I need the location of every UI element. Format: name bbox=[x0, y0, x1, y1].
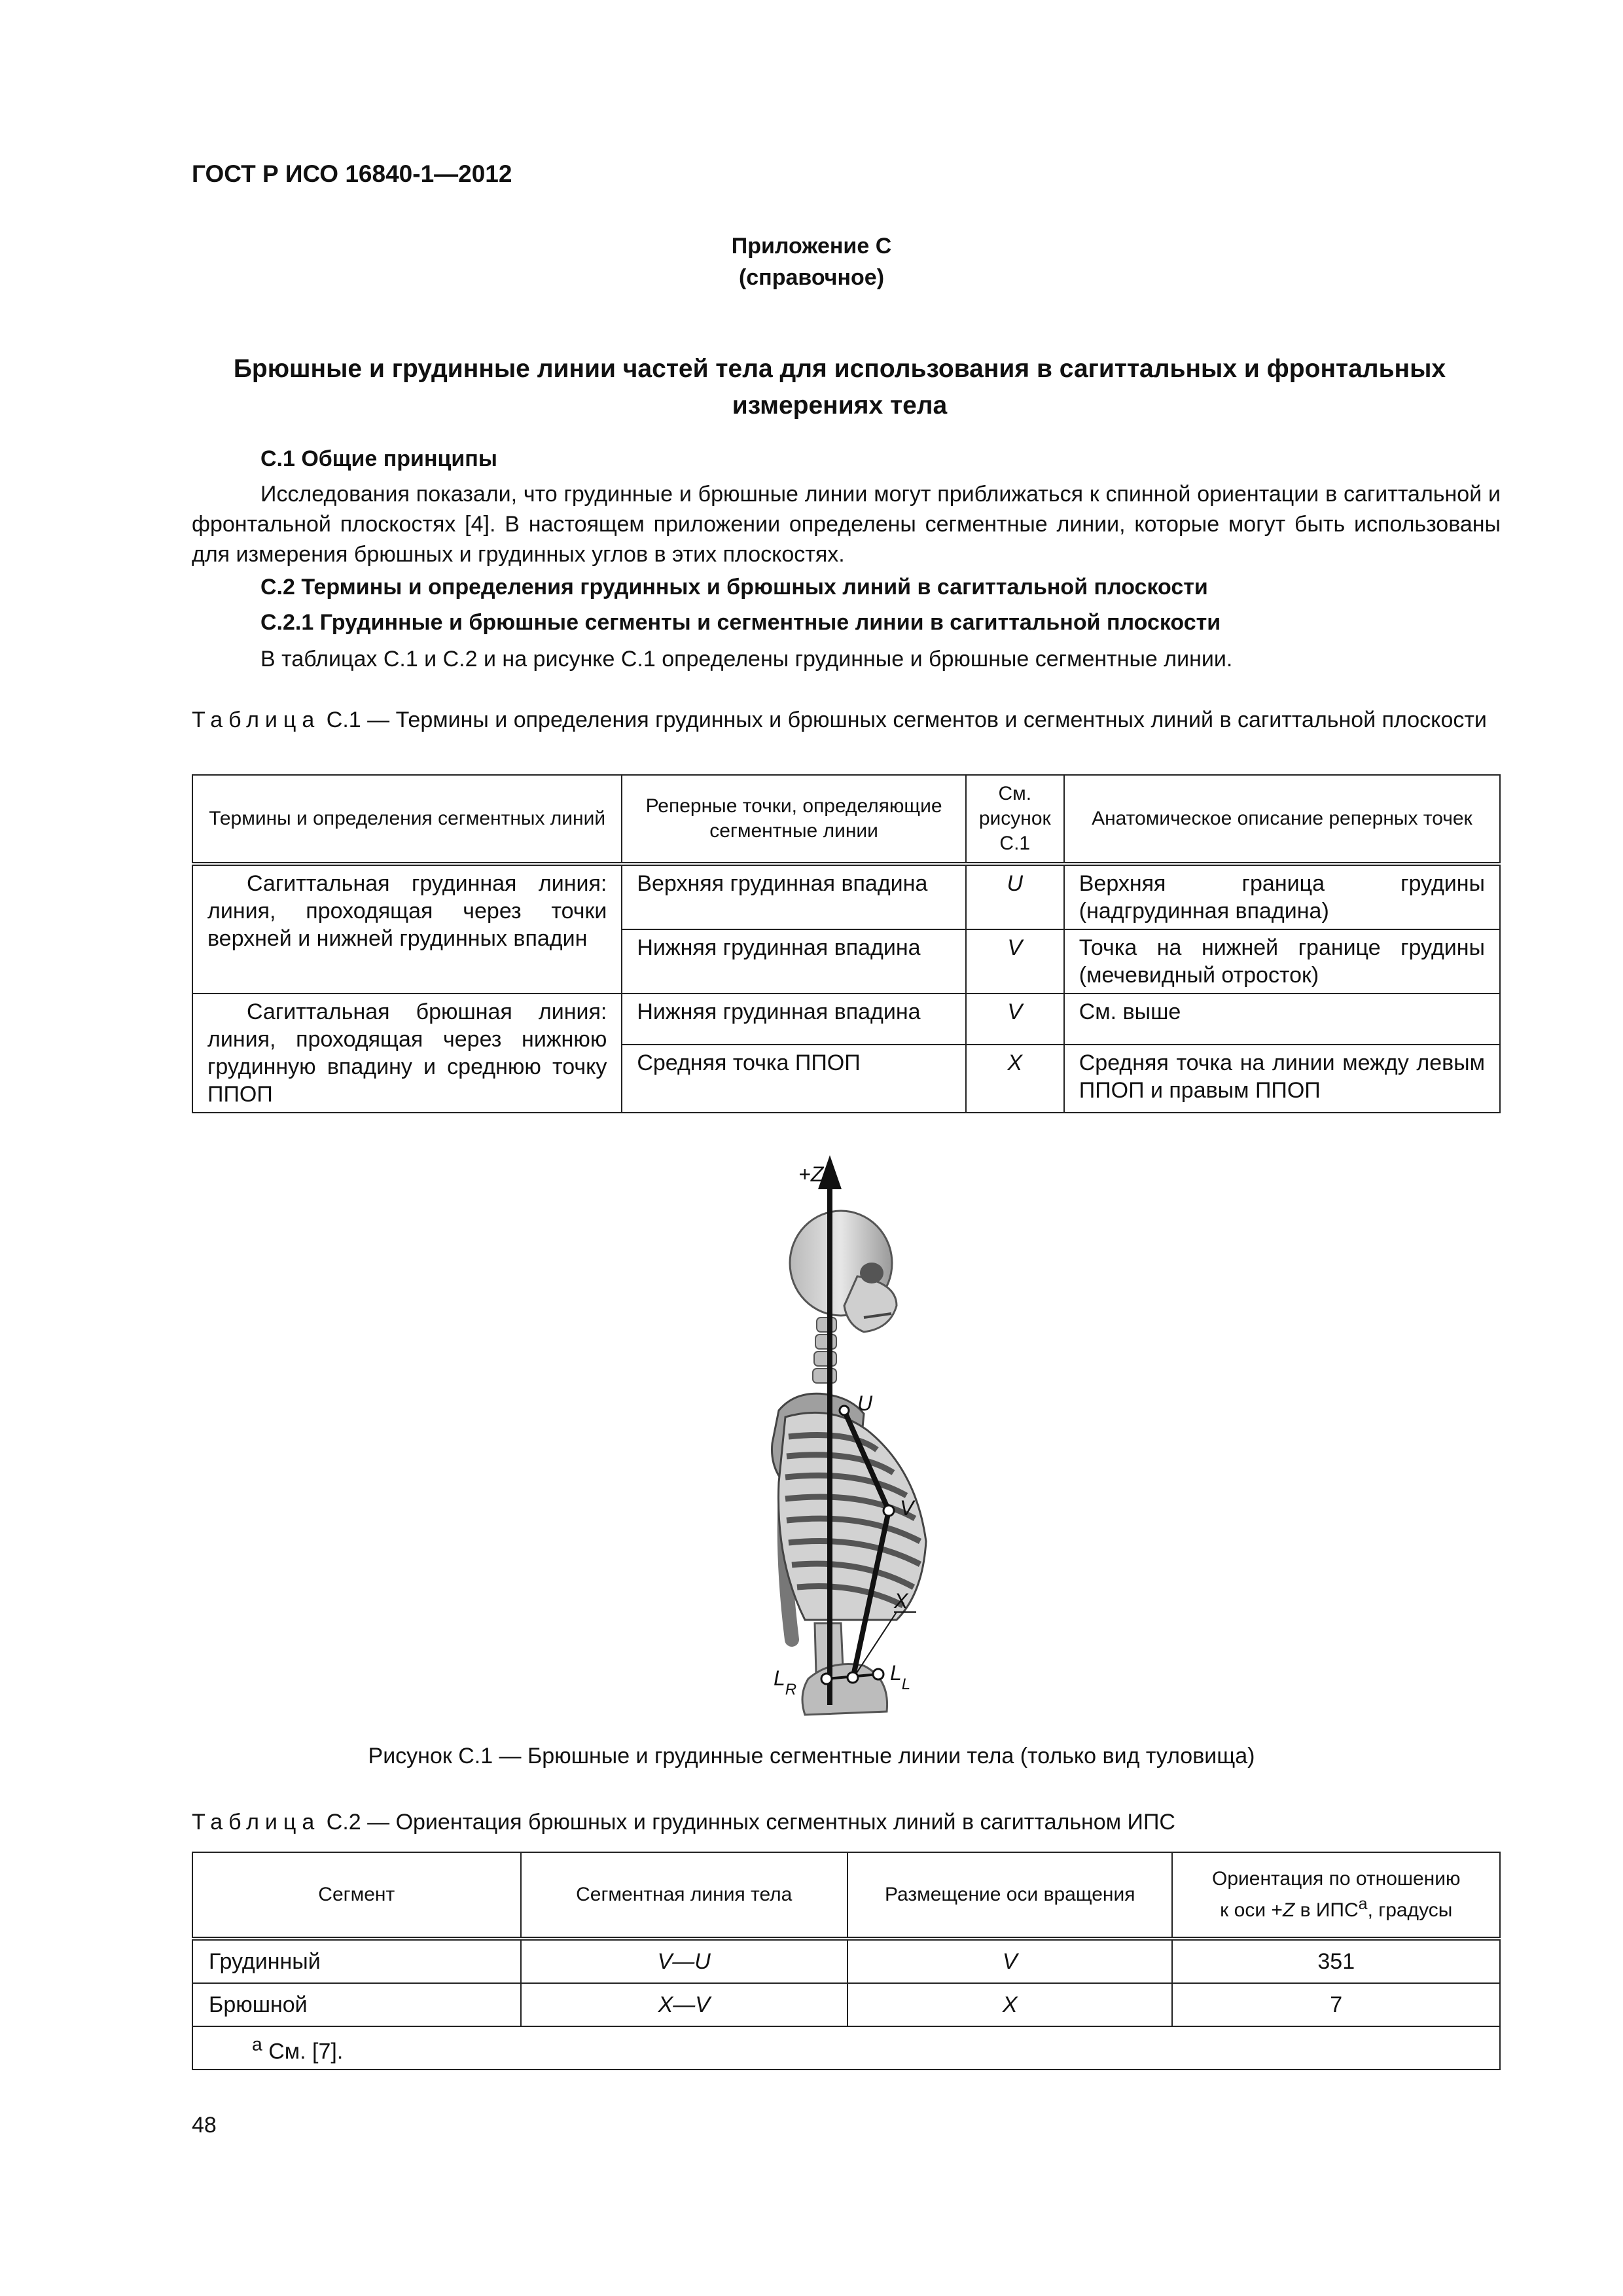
table1-description-cell: Средняя точка на линии между левым ППОП и правым ППОП bbox=[1064, 1045, 1500, 1113]
table2-header-row bbox=[192, 1852, 1500, 1939]
table1-point-cell: Средняя точка ППОП bbox=[622, 1045, 965, 1113]
appendix-heading bbox=[0, 230, 1623, 293]
table1-caption bbox=[192, 706, 1501, 734]
table1-header-points: Реперные точки, определяющие сегментные линии bbox=[622, 775, 965, 864]
table1-point-cell: Верхняя грудинная впадина bbox=[622, 864, 965, 929]
section-c21-heading: С.2.1 Грудинные и брюшные сегменты и сегментные линии в сагиттальной плоскости bbox=[260, 610, 1221, 635]
table1-header-terms: Термины и определения сегментных линий bbox=[192, 775, 622, 864]
table1-mark-cell: X bbox=[966, 1045, 1064, 1113]
table1-caption-text: С.1 — Термины и определения грудинных и брюшных сегментов и сегментных линий в сагиттальной плоскости bbox=[326, 708, 1487, 732]
document-title bbox=[192, 351, 1488, 424]
table-row bbox=[192, 994, 1500, 1045]
table2-line-cell: X—V bbox=[521, 1983, 847, 2026]
table1-description-cell: См. выше bbox=[1064, 994, 1500, 1045]
table1-description-cell: Точка на нижней границе грудины (мечевидный отросток) bbox=[1064, 929, 1500, 994]
table2-header-line: Сегментная линия тела bbox=[521, 1852, 847, 1939]
section-c21-text: В таблицах С.1 и С.2 и на рисунке С.1 определены грудинные и брюшные сегментные линии. bbox=[260, 647, 1233, 672]
table2-segment-cell: Грудинный bbox=[192, 1939, 521, 1983]
point-ll-letter: L bbox=[890, 1661, 902, 1685]
point-x-label: X bbox=[894, 1589, 908, 1613]
point-x-marker bbox=[847, 1672, 858, 1683]
appendix-title: Приложение С bbox=[731, 234, 892, 259]
z-axis-label: +Z bbox=[798, 1162, 824, 1186]
orientation-header-ips: в ИПС bbox=[1294, 1899, 1359, 1921]
page-number: 48 bbox=[192, 2113, 217, 2138]
orientation-header-suffix: , градусы bbox=[1367, 1899, 1453, 1921]
point-ll-label bbox=[890, 1661, 910, 1693]
point-lr-letter: L bbox=[774, 1666, 785, 1690]
section-c2-heading: С.2 Термины и определения грудинных и брюшных линий в сагиттальной плоскости bbox=[260, 575, 1208, 600]
table1-mark-cell: V bbox=[966, 929, 1064, 994]
orientation-header-prefix: к оси + bbox=[1220, 1899, 1283, 1921]
skeleton-figure bbox=[700, 1142, 975, 1725]
appendix-subtitle: (справочное) bbox=[738, 265, 885, 290]
orientation-header-z: Z bbox=[1282, 1899, 1295, 1921]
point-v-marker bbox=[883, 1505, 894, 1516]
table2 bbox=[192, 1852, 1501, 2070]
point-ll-subscript: L bbox=[901, 1676, 911, 1693]
table1-point-cell: Нижняя грудинная впадина bbox=[622, 929, 965, 994]
table2-header-orientation bbox=[1172, 1852, 1500, 1939]
pelvis-shape bbox=[802, 1623, 887, 1715]
table1-mark-cell: U bbox=[966, 864, 1064, 929]
figure-c1 bbox=[700, 1142, 975, 1728]
table1-header-figure-ref: См. рисунок С.1 bbox=[966, 775, 1064, 864]
table2-orientation-cell: 7 bbox=[1172, 1983, 1500, 2026]
section-c1-heading: С.1 Общие принципы bbox=[260, 446, 497, 471]
table2-line-cell: V—U bbox=[521, 1939, 847, 1983]
table1-header-row bbox=[192, 775, 1500, 864]
document-id: ГОСТ Р ИСО 16840-1—2012 bbox=[192, 160, 512, 187]
point-lr-marker bbox=[821, 1674, 832, 1684]
table2-axis-cell: X bbox=[847, 1983, 1173, 2026]
section-c1-text: Исследования показали, что грудинные и брюшные линии могут приближаться к спинной ориентации в сагиттальной и фронтальной плоскостях [4]. В настоящем приложении определены сегментные линии, которые могут быть использованы для измерения брюшных и грудинных углов в этих плоскостях. bbox=[192, 482, 1501, 567]
table1-point-cell: Нижняя грудинная впадина bbox=[622, 994, 965, 1045]
table2-header-segment: Сегмент bbox=[192, 1852, 521, 1939]
point-u-marker bbox=[840, 1406, 849, 1415]
table1-mark-cell: V bbox=[966, 994, 1064, 1045]
table2-footnote bbox=[192, 2026, 1500, 2070]
table1-term-abdominal: Сагиттальная брюшная линия: линия, проходящая через нижнюю грудинную впадину и среднюю точку ППОП bbox=[192, 994, 622, 1113]
table1-caption-label: Таблица bbox=[192, 708, 321, 732]
table1-term-sternal: Сагиттальная грудинная линия: линия, проходящая через точки верхней и нижней грудинных впадин bbox=[192, 864, 622, 994]
footnote-text: См. [7]. bbox=[262, 2039, 344, 2064]
point-lr-label bbox=[774, 1666, 796, 1698]
table-row bbox=[192, 1939, 1500, 1983]
table1-description-cell: Верхняя граница грудины (надгрудинная впадина) bbox=[1064, 864, 1500, 929]
footnote-mark: а bbox=[252, 2034, 262, 2055]
table2-orientation-cell: 351 bbox=[1172, 1939, 1500, 1983]
table2-header-axis: Размещение оси вращения bbox=[847, 1852, 1173, 1939]
table-row bbox=[192, 864, 1500, 929]
table2-caption-label: Таблица bbox=[192, 1810, 321, 1835]
point-v-label: V bbox=[900, 1496, 914, 1520]
skull-shape bbox=[790, 1211, 897, 1332]
table2-footnote-row bbox=[192, 2026, 1500, 2070]
table-row bbox=[192, 1983, 1500, 2026]
orientation-header-footnote-mark: а bbox=[1358, 1895, 1368, 1913]
orientation-header-line1: Ориентация по отношению bbox=[1211, 1868, 1461, 1890]
point-u-label: U bbox=[857, 1391, 873, 1415]
table2-segment-cell: Брюшной bbox=[192, 1983, 521, 2026]
document-title-line1: Брюшные и грудинные линии частей тела для использования в сагиттальных и фронтальных bbox=[233, 355, 1446, 383]
table2-caption bbox=[192, 1808, 1501, 1837]
point-ll-marker bbox=[873, 1669, 883, 1679]
table2-axis-cell: V bbox=[847, 1939, 1173, 1983]
figure-caption: Рисунок С.1 — Брюшные и грудинные сегментные линии тела (только вид туловища) bbox=[368, 1744, 1255, 1768]
table1-header-description: Анатомическое описание реперных точек bbox=[1064, 775, 1500, 864]
table1 bbox=[192, 774, 1501, 1113]
table2-caption-text: С.2 — Ориентация брюшных и грудинных сегментных линий в сагиттальном ИПС bbox=[326, 1810, 1175, 1835]
point-lr-subscript: R bbox=[785, 1681, 797, 1698]
document-title-line2: измерениях тела bbox=[732, 391, 948, 420]
neck-spine bbox=[813, 1318, 836, 1383]
